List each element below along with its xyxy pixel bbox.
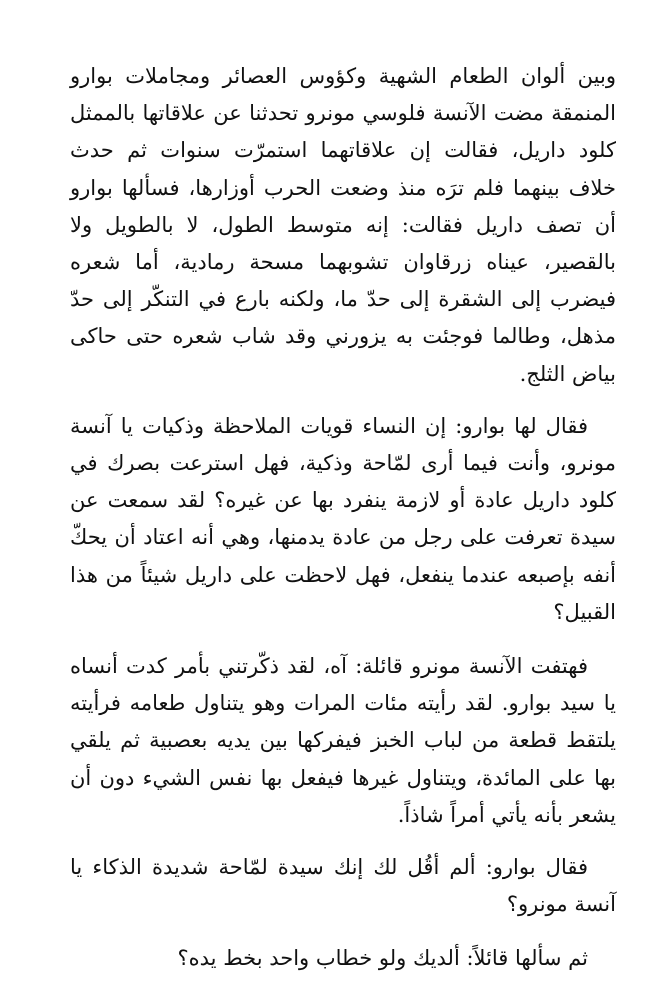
- paragraph-1: وبين ألوان الطعام الشهية وكؤوس العصائر ومجاملات بوارو المنمقة مضت الآنسة فلوسي مونرو تحدثنا عن علاقاتها بالممثل كلود داريل، فقالت إن علاقاتهما استمرّت سنوات ثم حدث خلاف بينهما فلم ترَه منذ وضعت الحرب أوزارها، فسألها بوارو أن تصف داريل فقالت: إنه متوسط الطول، لا بالطويل ولا بالقصير، عيناه زرقاوان تشوبهما مسحة رمادية، أما شعره فيضرب إلى الشقرة إلى حدّ ما، ولكنه بارع في التنكّر إلى حدّ مذهل، وطالما فوجئت به يزورني وقد شاب شعره حتى حاكى بياض الثلج.: [70, 64, 616, 386]
- paragraph-4: فقال بوارو: ألم أقُل لك إنك سيدة لمّاحة شديدة الذكاء يا آنسة مونرو؟: [70, 855, 616, 917]
- document-page: [70, 58, 616, 978]
- paragraph-3: فهتفت الآنسة مونرو قائلة: آه، لقد ذكّرتني بأمر كدت أنساه يا سيد بوارو. لقد رأيته مئات المرات وهو يتناول طعامه فرأيته يلتقط قطعة من لباب الخبز فيفركها بين يديه بعصبية ثم يلقي بها على المائدة، ويتناول غيرها فيفعل بها نفس الشيء دون أن يشعر بأنه يأتي أمراً شاذاً.: [70, 654, 616, 827]
- paragraph-2: فقال لها بوارو: إن النساء قويات الملاحظة وذكيات يا آنسة مونرو، وأنت فيما أرى لمّاحة وذكية، فهل استرعت بصرك في كلود داريل عادة أو لازمة ينفرد بها عن غيره؟ لقد سمعت عن سيدة تعرفت على رجل من عادة يدمنها، وهي أنه اعتاد أن يحكّ أنفه بإصبعه عندما ينفعل، فهل لاحظت على داريل شيئاً من هذا القبيل؟: [70, 413, 616, 624]
- paragraph-5: ثم سألها قائلاً: ألديك ولو خطاب واحد بخط يده؟: [177, 946, 588, 971]
